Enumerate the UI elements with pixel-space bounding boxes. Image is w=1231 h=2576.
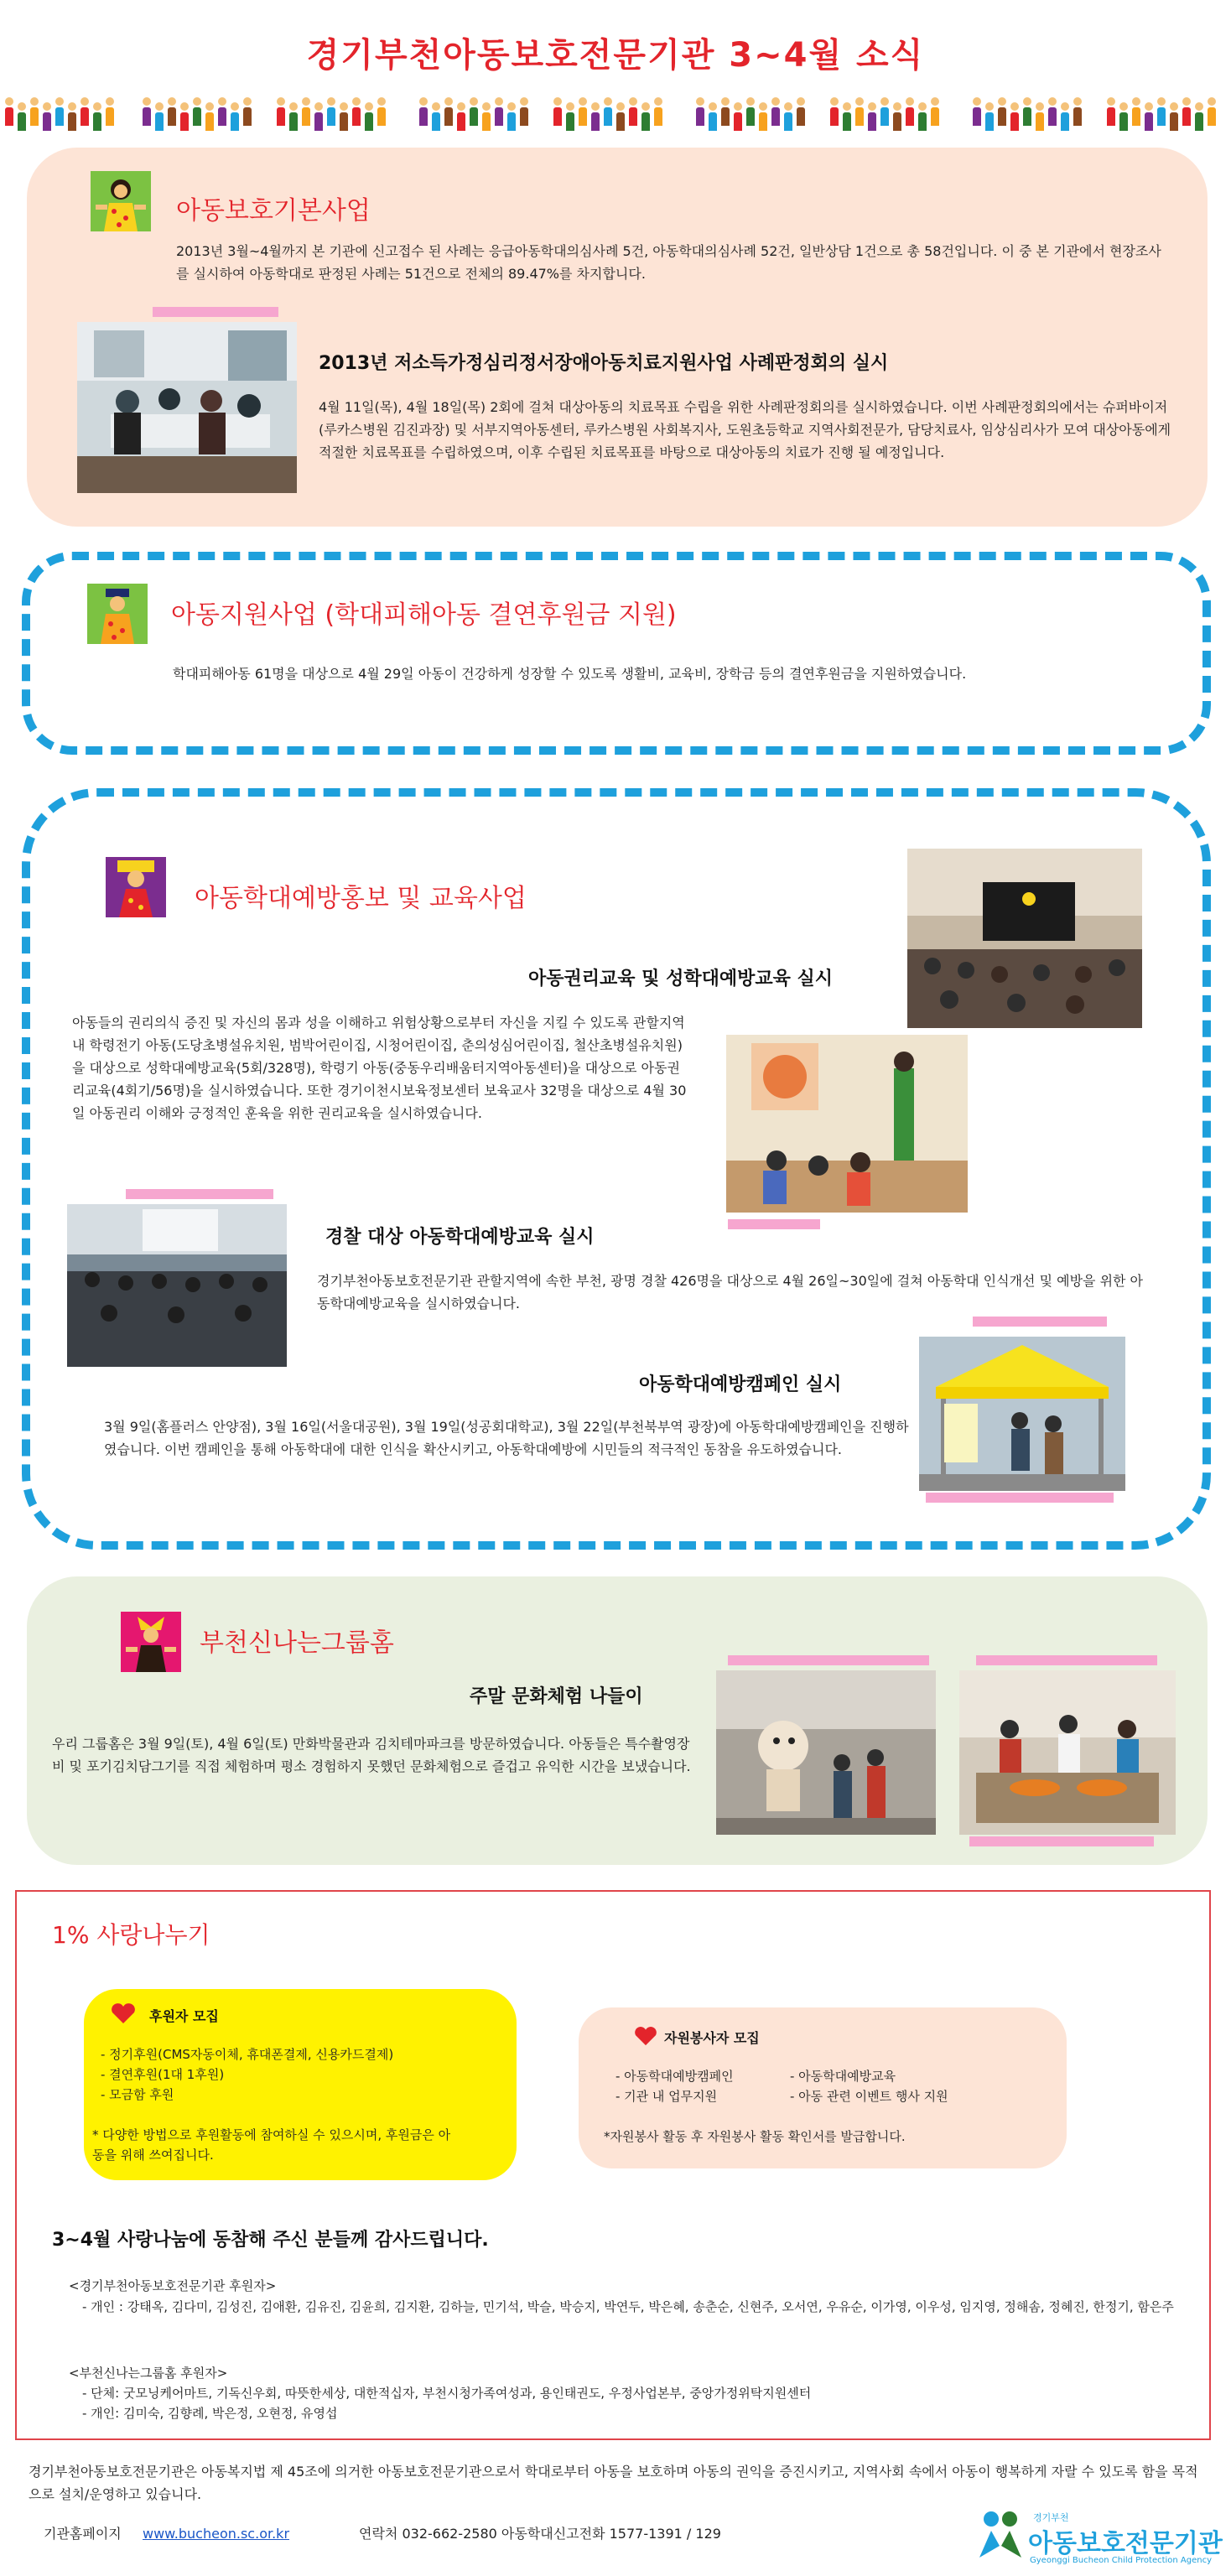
doll-figure	[654, 97, 662, 126]
doll-figure	[566, 102, 574, 131]
section5-title: 1% 사랑나누기	[52, 1921, 210, 1949]
doll-figure	[470, 97, 478, 126]
grouphome-donor-label: <부천신나는그룹홈 후원자>	[69, 2366, 228, 2381]
doll-figure	[746, 97, 755, 126]
child-jester-character-icon	[121, 1612, 181, 1672]
doll-figure	[444, 97, 453, 126]
police-lecture-photo	[67, 1204, 287, 1367]
volunteer-box-item: - 아동 관련 이벤트 행사 지원	[790, 2089, 948, 2104]
doll-figure	[1182, 97, 1191, 126]
doll-figure	[771, 97, 780, 126]
volunteer-box-heading: 자원봉사자 모집	[664, 2030, 760, 2046]
doll-figure	[998, 97, 1006, 126]
doll-figure	[365, 102, 373, 131]
child-police-character-icon	[87, 584, 148, 644]
campaign-tent-photo	[919, 1337, 1125, 1491]
section3-sub2-body: 경기부천아동보호전문기관 관할지역에 속한 부천, 광명 경찰 426명을 대상으로 4월 26일~30일에 걸쳐 아동학대 인식개선 및 예방을 위한 아동학대예방교육을 실시하였습니다.	[317, 1273, 1144, 1311]
doll-figure	[340, 102, 348, 131]
child-character-icon	[91, 171, 151, 231]
doll-figure	[629, 97, 637, 126]
section1-subtitle: 2013년 저소득가정심리정서장애아동치료지원사업 사례판정회의 실시	[319, 353, 889, 374]
volunteer-box-item: - 아동학대예방교육	[790, 2069, 896, 2084]
doll-figure	[1170, 102, 1178, 131]
doll-figure	[432, 102, 440, 131]
doll-figure	[93, 102, 101, 131]
doll-figure	[759, 102, 767, 131]
doll-figure	[314, 102, 323, 131]
doll-figure	[1010, 102, 1019, 131]
doll-figure	[591, 102, 600, 131]
grouphome-org-list: - 단체: 굿모닝케어마트, 기독신우회, 따뜻한세상, 대한적십자, 부천시청가족여성과, 용인태권도, 우정사업본부, 중앙가정위탁지원센터	[82, 2386, 812, 2401]
donor-individual-list: - 개인 : 강태옥, 김다미, 김성진, 김애환, 김유진, 김윤희, 김지환, 김하늘, 민기석, 박슬, 박승지, 박연두, 박은혜, 송춘순, 신현주, 오서연, 우유순, 이가영, 이우성, 임지영, 정해솜, 정혜진, 한정기, 함은주	[82, 2299, 1174, 2314]
doll-figure	[205, 102, 214, 131]
section4-subtitle: 주말 문화체험 나들이	[470, 1686, 643, 1707]
section3-sub1-body: 아동들의 권리의식 증진 및 자신의 몸과 성을 이해하고 위험상황으로부터 자신을 지킬 수 있도록 관할지역 내 학령전기 아동(도당초병설유치원, 범박어린이집, 시청어린이집, 춘의성심어린이집, 철산초병설유치원)을 대상으로 성학대예방교육(5회/328명), 학령기 아동(중동우리배움터지역아동센터)을 대상으로 아동권리교육(4회기/56명)을 실시하였습니다. 또한 경기이천시보육정보센터 보육교사 32명을 대상으로 4월 30일 아동권리 이해와 긍정적인 훈육을 위한 권리교육을 실시하였습니다.	[72, 1015, 687, 1121]
case-meeting-photo	[77, 322, 297, 493]
doll-figure	[1036, 102, 1044, 131]
section1-title: 아동보호기본사업	[176, 196, 371, 226]
logo-small-text: 경기부천	[1033, 2512, 1069, 2523]
thanks-title: 3~4월 사랑나눔에 동참해 주신 분들께 감사드립니다.	[52, 2230, 489, 2251]
section4-body: 우리 그룹홈은 3월 9일(토), 4월 6일(토) 만화박물관과 김치테마파크를 방문하였습니다. 아동들은 특수촬영장비 및 포기김치담그기를 직접 체험하며 평소 경험하지 못했던 문화체험으로 즐겁고 유익한 시간을 보냈습니다.	[52, 1736, 691, 1774]
doll-figure	[495, 97, 503, 126]
doll-figure	[1119, 102, 1128, 131]
doll-figure	[1208, 97, 1216, 126]
doll-figure	[68, 102, 76, 131]
doll-figure	[1145, 102, 1153, 131]
doll-figure	[855, 97, 864, 126]
section1-body: 4월 11일(목), 4월 18일(목) 2회에 걸쳐 대상아동의 치료목표 수립을 위한 사례판정회의를 실시하였습니다. 이번 사례판정회의에서는 슈퍼바이저(루카스병원 김진과장) 및 서부지역아동센터, 루카스병원 사회복지사, 도원초등학교 지역사회전문가, 담당치료사, 임상심리사가 모여 대상아동에게 적절한 치료목표를 수립하였으며, 이후 수립된 치료목표를 바탕으로 대상아동의 치료가 진행 될 예정입니다.	[319, 399, 1171, 460]
section2-body: 학대피해아동 61명을 대상으로 4월 29일 아동이 건강하게 성장할 수 있도록 생활비, 교육비, 장학금 등의 결연후원금을 지원하였습니다.	[173, 666, 967, 682]
photo-accent-bar	[126, 1189, 273, 1199]
photo-accent-bar	[926, 1493, 1114, 1503]
doll-figure	[327, 97, 335, 126]
decorative-doll-strip	[0, 97, 1231, 134]
homepage-link[interactable]: www.bucheon.sc.or.kr	[143, 2526, 290, 2542]
photo-accent-bar	[153, 307, 278, 317]
doll-figure	[868, 102, 876, 131]
section4-title: 부천신나는그룹홈	[200, 1628, 394, 1658]
section3-sub3-body: 3월 9일(홈플러스 안양점), 3월 16일(서울대공원), 3월 19일(성공회대학교), 3월 22일(부천북부역 광장)에 아동학대예방캠페인을 진행하였습니다. 이번 캠페인을 통해 아동학대에 대한 인식을 확산시키고, 아동학대예방에 시민들의 적극적인 동참을 유도하였습니다.	[104, 1419, 909, 1457]
doll-figure	[231, 102, 239, 131]
agency-logo-icon	[974, 2507, 1026, 2566]
photo-accent-bar	[969, 1836, 1154, 1846]
doll-figure	[931, 97, 939, 126]
doll-figure	[918, 102, 927, 131]
doll-figure	[168, 97, 176, 126]
volunteer-box-note: *자원봉사 활동 후 자원봉사 활동 확인서를 발급합니다.	[604, 2129, 906, 2144]
doll-figure	[302, 97, 310, 126]
section2-title: 아동지원사업 (학대피해아동 결연후원금 지원)	[171, 600, 677, 630]
photo-accent-bar	[973, 1317, 1107, 1327]
child-girl-character-icon	[106, 857, 166, 917]
doll-figure	[893, 102, 901, 131]
doll-figure	[520, 97, 528, 126]
page-title: 경기부천아동보호전문기관 3~4월 소식	[306, 36, 925, 75]
photo-accent-bar	[728, 1655, 929, 1665]
doll-figure	[973, 97, 981, 126]
heart-icon	[634, 2026, 657, 2049]
doll-figure	[721, 97, 730, 126]
heart-icon	[111, 2002, 136, 2028]
classroom-education-photo	[726, 1035, 968, 1213]
doll-figure	[277, 97, 285, 126]
section3-sub1-title: 아동권리교육 및 성학대예방교육 실시	[528, 969, 834, 989]
doll-figure	[709, 102, 717, 131]
doll-figure	[180, 102, 189, 131]
doll-figure	[43, 102, 51, 131]
doll-figure	[604, 97, 612, 126]
doll-figure	[1023, 97, 1031, 126]
doll-figure	[377, 97, 386, 126]
donor-box-item: - 모금함 후원	[101, 2087, 174, 2102]
doll-figure	[243, 97, 252, 126]
doll-figure	[880, 97, 889, 126]
donor-box-heading: 후원자 모집	[149, 2008, 219, 2024]
doll-figure	[193, 97, 201, 126]
doll-figure	[1048, 97, 1057, 126]
doll-figure	[616, 102, 625, 131]
doll-figure	[289, 102, 298, 131]
grouphome-individual-list: - 개인: 김미숙, 김향례, 박은정, 오현정, 유영섭	[82, 2406, 338, 2421]
section3-title: 아동학대예방홍보 및 교육사업	[195, 884, 527, 913]
doll-figure	[843, 102, 851, 131]
doll-figure	[1195, 102, 1203, 131]
doll-figure	[482, 102, 491, 131]
photo-accent-bar	[976, 1655, 1157, 1665]
donor-box-note: * 다양한 방법으로 후원활동에 참여하실 수 있으시며, 후원금은 아동을 위해 쓰여집니다.	[92, 2127, 451, 2163]
doll-figure	[696, 97, 704, 126]
doll-figure	[784, 102, 792, 131]
doll-figure	[553, 97, 562, 126]
donor-box-item: - 결연후원(1대 1후원)	[101, 2067, 225, 2082]
doll-figure	[1132, 97, 1140, 126]
puppet-show-photo	[907, 849, 1142, 1028]
donor-group-label: <경기부천아동보호전문기관 후원자>	[69, 2278, 277, 2293]
doll-figure	[641, 102, 650, 131]
logo-main-text: 아동보호전문기관	[1028, 2529, 1223, 2558]
doll-figure	[985, 102, 994, 131]
section3-sub2-title: 경찰 대상 아동학대예방교육 실시	[325, 1227, 595, 1248]
doll-figure	[218, 97, 226, 126]
doll-figure	[55, 97, 64, 126]
contact-info: 연락처 032-662-2580 아동학대신고전화 1577-1391 / 129	[359, 2526, 721, 2542]
doll-figure	[1073, 97, 1082, 126]
doll-figure	[81, 97, 89, 126]
doll-figure	[579, 97, 587, 126]
doll-figure	[507, 102, 516, 131]
doll-figure	[830, 97, 839, 126]
section3-sub3-title: 아동학대예방캠페인 실시	[639, 1374, 842, 1395]
doll-figure	[155, 102, 164, 131]
doll-figure	[1157, 97, 1166, 126]
section1-intro: 2013년 3월~4월까지 본 기관에 신고접수 된 사례는 응급아동학대의심사례 5건, 아동학대의심사례 52건, 일반상담 1건으로 총 58건입니다. 이 중 본 기관에서 현장조사를 실시하여 아동학대로 판정된 사례는 51건으로 전체의 89.47%를 차지합니다.	[176, 243, 1161, 282]
doll-figure	[352, 97, 361, 126]
homepage-label: 기관홈페이지	[44, 2526, 122, 2542]
kimchi-making-photo	[959, 1670, 1176, 1835]
logo-english-text: Gyeonggi Bucheon Child Protection Agency	[1030, 2556, 1213, 2565]
doll-figure	[5, 97, 13, 126]
volunteer-box-item: - 아동학대예방캠페인	[616, 2069, 734, 2084]
doll-figure	[143, 97, 151, 126]
comic-museum-photo	[716, 1670, 936, 1835]
doll-figure	[18, 102, 26, 131]
footer-mission: 경기부천아동보호전문기관은 아동복지법 제 45조에 의거한 아동보호전문기관으로서 학대로부터 아동을 보호하며 아동의 권익을 증진시키고, 지역사회 속에서 아동이 행복하게 자랄 수 있도록 함을 목적으로 설치/운영하고 있습니다.	[29, 2464, 1198, 2502]
doll-figure	[106, 97, 114, 126]
doll-figure	[30, 97, 39, 126]
doll-figure	[1107, 97, 1115, 126]
donor-box-item: - 정기후원(CMS자동이체, 휴대폰결제, 신용카드결제)	[101, 2047, 394, 2062]
doll-figure	[1061, 102, 1069, 131]
doll-figure	[457, 102, 465, 131]
doll-figure	[906, 97, 914, 126]
volunteer-box-item: - 기관 내 업무지원	[616, 2089, 718, 2104]
photo-accent-bar	[728, 1219, 820, 1229]
doll-figure	[419, 97, 428, 126]
doll-figure	[734, 102, 742, 131]
doll-figure	[797, 97, 805, 126]
section-child-support-frame	[22, 552, 1211, 755]
